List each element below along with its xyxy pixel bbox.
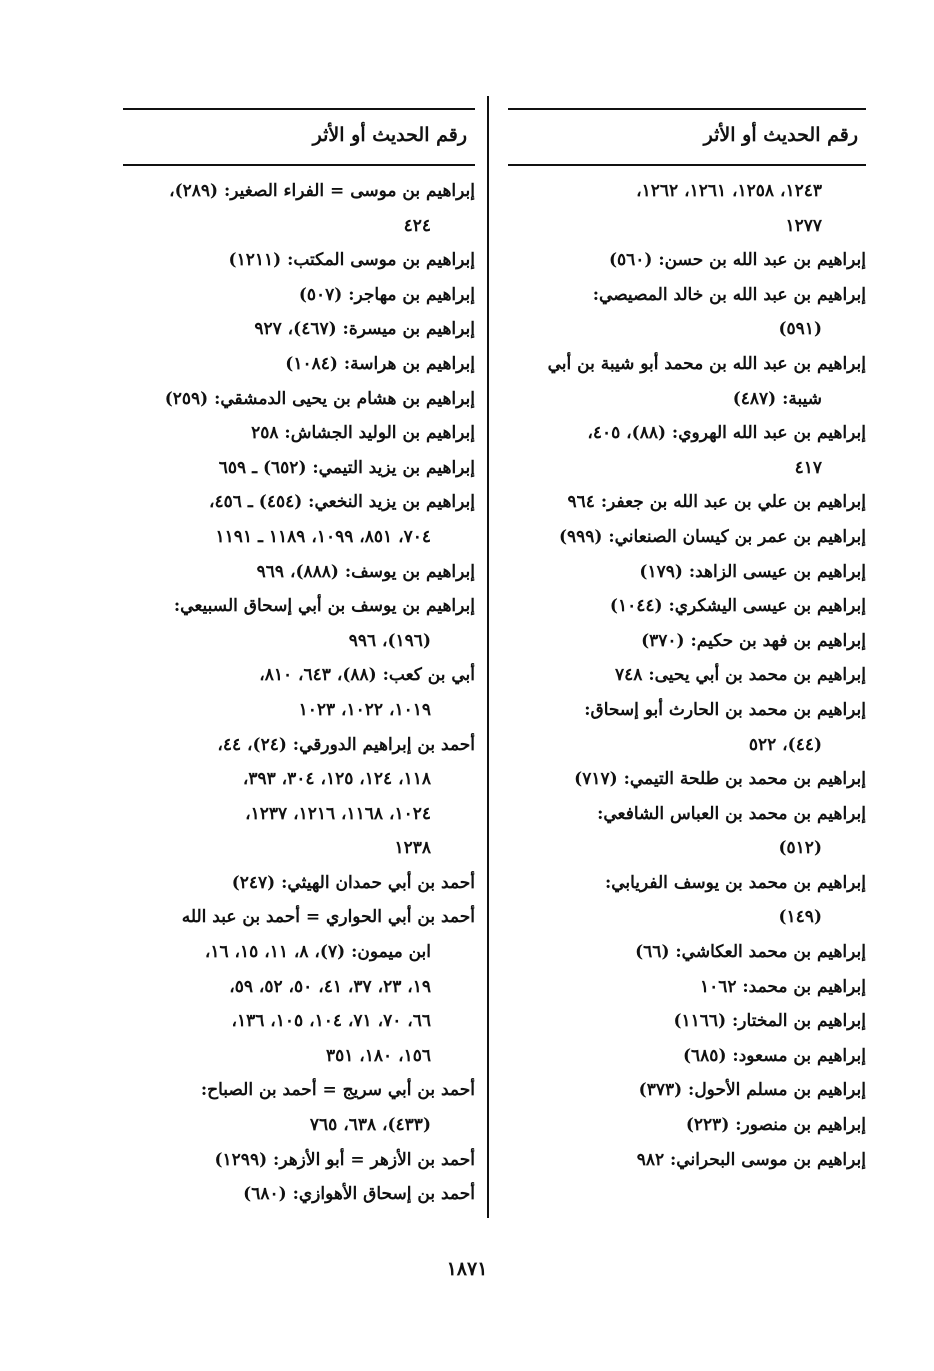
- index-entry-line: ١١٨، ١٢٤، ١٢٥، ٣٠٤، ٣٩٣،: [242, 769, 431, 790]
- index-entry-line: ١٠٢٤، ١١٦٨، ١٢١٦، ١٢٣٧،: [245, 803, 431, 824]
- index-entry-line: ١٥٦، ١٨٠، ٣٥١: [325, 1045, 431, 1066]
- index-entry-line: إبراهيم بن محمد: ١٠٦٢: [699, 976, 866, 997]
- index-entry-line: ١٢٣٨: [394, 838, 431, 859]
- index-entry-line: ١٩، ٢٣، ٣٧، ٤١، ٥٠، ٥٢، ٥٩،: [229, 976, 431, 997]
- column-header: رقم الحديث أو الأثر: [703, 124, 858, 146]
- left-column: [123, 108, 475, 1212]
- index-entry-line: إبراهيم بن مسعود: (٦٨٥): [683, 1045, 866, 1066]
- index-entry-line: إبراهيم بن عيسى الزاهد: (١٧٩): [639, 561, 866, 582]
- index-entry-line: إبراهيم بن محمد بن يوسف الفريابي:: [604, 872, 866, 893]
- index-entry-line: إبراهيم بن يوسف: (٨٨٨)، ٩٦٩: [256, 561, 475, 582]
- right-column: [508, 108, 866, 1177]
- index-entry-line: أحمد بن أبي الحواري = أحمد بن عبد الله: [181, 907, 475, 928]
- index-entry-line: إبراهيم بن علي بن عبد الله بن جعفر: ٩٦٤: [567, 492, 866, 513]
- index-entry-line: إبراهيم بن هشام بن يحيى الدمشقي: (٢٥٩): [164, 388, 475, 409]
- header-rule: [123, 164, 475, 166]
- index-entries: [123, 174, 475, 1212]
- index-entry-line: إبراهيم بن ميسرة: (٤٦٧)، ٩٢٧: [254, 319, 475, 340]
- index-entry-line: إبراهيم بن يزيد النخعي: (٤٥٤) ـ ٤٥٦،: [209, 492, 475, 513]
- index-entry-line: شيبة: (٤٨٧): [732, 388, 822, 409]
- page-number: ١٨٧١: [446, 1258, 488, 1280]
- index-entry-line: ٦٦، ٧٠، ٧١، ١٠٤، ١٠٥، ١٣٦،: [231, 1011, 431, 1032]
- index-entry-line: إبراهيم بن محمد العكاشي: (٦٦): [635, 942, 866, 963]
- index-entry-line: إبراهيم بن محمد بن العباس الشافعي:: [597, 803, 866, 824]
- index-entry-line: إبراهيم بن فهد بن حكيم: (٣٧٠): [641, 630, 866, 651]
- index-entry-line: إبراهيم بن يزيد التيمي: (٦٥٢) ـ ٦٥٩: [218, 457, 475, 478]
- index-entry-line: ٤٢٤: [403, 215, 431, 236]
- index-entry-line: أحمد بن إسحاق الأهوازي: (٦٨٠): [243, 1184, 475, 1205]
- index-entry-line: ١٢٧٧: [785, 215, 822, 236]
- index-entry-line: ١٠١٩، ١٠٢٢، ١٠٢٣: [298, 699, 431, 720]
- index-entry-line: إبراهيم بن عيسى اليشكري: (١٠٤٤): [609, 596, 866, 617]
- header-rule: [508, 164, 866, 166]
- index-entry-line: (٤٣٣)، ٦٣٨، ٧٦٥: [309, 1115, 431, 1136]
- index-entry-line: إبراهيم بن محمد بن أبي يحيى: ٧٤٨: [615, 665, 866, 686]
- index-entry-line: إبراهيم بن المختار: (١١٦٦): [673, 1011, 866, 1032]
- index-entry-line: (٥١٢): [778, 838, 822, 859]
- index-entry-line: إبراهيم بن عبد الله الهروي: (٨٨)، ٤٠٥،: [587, 423, 866, 444]
- index-entry-line: أحمد بن الأزهر = أبو الأزهر: (١٢٩٩): [214, 1149, 475, 1170]
- index-entry-line: ٧٠٤، ٨٥١، ١٠٩٩، ١١٨٩ ـ ١١٩١: [215, 526, 431, 547]
- index-entry-line: إبراهيم بن هراسة: (١٠٨٤): [285, 353, 475, 374]
- index-entry-line: أحمد بن إبراهيم الدورقي: (٢٤)، ٤٤،: [217, 734, 475, 755]
- index-entry-line: إبراهيم بن موسى المكتب: (١٢١١): [228, 250, 475, 271]
- column-divider: [487, 96, 489, 1218]
- index-entry-line: (١٩٦)، ٩٩٦: [348, 630, 431, 651]
- index-entry-line: إبراهيم بن محمد بن الحارث أبو إسحاق:: [584, 699, 866, 720]
- index-entry-line: ٤١٧: [794, 457, 822, 478]
- index-entry-line: (٥٩١): [778, 319, 822, 340]
- index-entry-line: أبي بن كعب: (٨٨)، ٦٤٣، ٨١٠،: [259, 665, 475, 686]
- index-entry-line: (٤٤)، ٥٢٢: [748, 734, 822, 755]
- index-entry-line: إبراهيم بن عبد الله بن حسن: (٥٦٠): [608, 250, 866, 271]
- index-entry-line: إبراهيم بن الوليد الجشاش: ٢٥٨: [251, 423, 475, 444]
- index-entry-line: أحمد بن أبي حمدان الهيثي: (٢٤٧): [231, 872, 475, 893]
- index-entry-line: إبراهيم بن منصور: (٢٢٣): [685, 1115, 866, 1136]
- index-entry-line: إبراهيم بن عبد الله بن محمد أبو شيبة بن أبي: [547, 353, 866, 374]
- index-entry-line: ابن ميمون: (٧)، ٨، ١١، ١٥، ١٦،: [204, 942, 431, 963]
- index-entry-line: إبراهيم بن مسلم الأحول: (٣٧٣): [638, 1080, 866, 1101]
- index-entry-line: إبراهيم بن عبد الله بن خالد المصيصي:: [592, 284, 866, 305]
- column-header: رقم الحديث أو الأثر: [312, 124, 467, 146]
- index-entry-line: (١٤٩): [778, 907, 822, 928]
- index-entry-line: إبراهيم بن محمد بن طلحة التيمي: (٧١٧): [574, 769, 866, 790]
- index-entry-line: ١٢٤٣، ١٢٥٨، ١٢٦١، ١٢٦٢،: [636, 181, 822, 201]
- index-entry-line: أحمد بن أبي سريج = أحمد بن الصباح:: [200, 1080, 475, 1101]
- index-entry-line: إبراهيم بن موسى البحراني: ٩٨٢: [636, 1149, 866, 1170]
- index-entry-line: إبراهيم بن يوسف بن أبي إسحاق السبيعي:: [173, 596, 475, 617]
- index-entry-line: إبراهيم بن مهاجر: (٥٠٧): [298, 284, 475, 305]
- index-entry-line: إبراهيم بن عمر بن كيسان الصنعاني: (٩٩٩): [558, 526, 866, 547]
- index-entry-line: إبراهيم بن موسى = الفراء الصغير: (٢٨٩)،: [169, 181, 475, 201]
- index-entries: [508, 174, 866, 1177]
